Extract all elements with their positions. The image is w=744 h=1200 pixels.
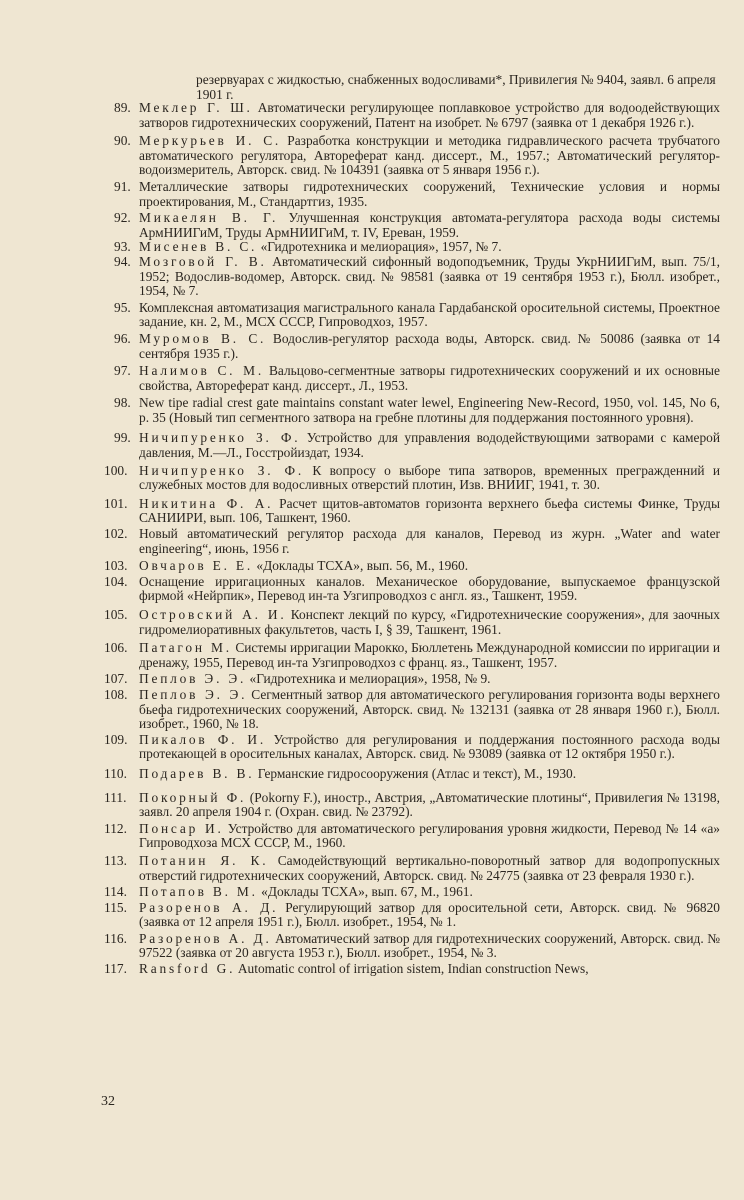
- entry-number: 91.: [114, 178, 131, 194]
- entry-text: Новый автоматический регулятор расхода для каналов, Перевод из журн. „Water and water engineering“, июнь, 1956 г.: [139, 526, 720, 556]
- entry-number: 110.: [104, 765, 127, 781]
- entry-author: Патагон М.: [139, 640, 232, 656]
- entry-text: Вальцово-сегментные затворы гидротехнических сооружений и их основные свойства, Автореферат канд. диссерт., Л., 1953.: [139, 363, 720, 393]
- entry-number: 105.: [104, 607, 128, 622]
- bibliography-entry: [100, 497, 720, 526]
- entry-body: [139, 527, 720, 556]
- entry-author: Меркурьев И. С.: [139, 133, 282, 149]
- entry-author: Налимов С. М.: [139, 363, 264, 379]
- entry-body: [139, 396, 720, 425]
- entry-text: New tipe radial crest gate maintains constant water lewel, Engineering New-Record, 1950, vol. 145, No 6, p. 35 (Новый тип сегментного затвора на гребне плотины для поддержания постоянного уровня).: [139, 395, 720, 425]
- entry-number: 115.: [104, 899, 127, 915]
- entry-text: (Pokorny F.), иностр., Австрия, „Автоматические плотины“, Привилегия № 13198, заявл. 20 апреля 1904 г. (Охран. свид. № 23792).: [139, 789, 720, 820]
- bibliography-entry: [100, 791, 720, 820]
- entry-author: Покорный Ф.: [139, 789, 247, 805]
- entry-number: 109.: [104, 731, 128, 747]
- entry-number: 99.: [114, 430, 131, 446]
- entry-body: [139, 932, 720, 961]
- bibliography-entry: [100, 962, 720, 977]
- entry-number: 100.: [104, 462, 128, 478]
- entry-body: [139, 854, 720, 883]
- bibliography-entry: [100, 932, 720, 961]
- entry-text: Комплексная автоматизация магистрального канала Гардабанской оросительной системы, Проектное задание, кн. 2, М., МСХ СССР, Гипроводхоз, 1957.: [139, 299, 720, 330]
- entry-author: Овчаров Е. Е.: [139, 558, 254, 574]
- entry-text: Самодействующий вертикально-поворотный затвор для водопропускных отверстий гидротехнических сооружений, Авторск. свид. № 24775 (заявка от 23 февраля 1930 г.).: [139, 852, 720, 883]
- entry-body: [139, 641, 720, 670]
- entry-body: [139, 431, 720, 460]
- entry-text: Германские гидросооружения (Атлас и текст), М., 1930.: [257, 765, 577, 781]
- bibliography-entry: [100, 641, 720, 670]
- bibliography-entry: [100, 672, 720, 687]
- entry-number: 107.: [104, 671, 128, 687]
- bibliography-entry: [100, 733, 720, 762]
- entry-text: Регулирующий затвор для оросительной сети, Авторск. свид. № 96820 (заявка от 12 апреля 1951 г.), Бюлл. изобрет., 1954, № 1.: [139, 899, 720, 930]
- entry-text: Разработка конструкции и методика гидравлического расчета трубчатого автоматического регулятора, Автореферат канд. диссерт., М., 1957.; Автоматический регулятор-водоизмеритель, Авторск. свид. № 104391 (заявка от 5 января 1956 г.).: [139, 133, 720, 178]
- entry-author: Подарев В. В.: [139, 765, 255, 781]
- entry-text: Автоматический затвор для гидротехнических сооружений, Авторск. свид. № 97522 (заявка от 20 августа 1953 г.), Бюлл. изобрет., 1954, № 3.: [139, 930, 720, 961]
- bibliography-entry: [100, 822, 720, 851]
- entry-body: [139, 822, 720, 851]
- continued-entry-text: резервуарах с жидкостью, снабженных водосливами*, Привилегия № 9404, заявл. 6 апреля 1901 г.: [196, 72, 716, 102]
- bibliography-entry: [100, 464, 720, 493]
- entry-author: Пеплов Э. Э.: [139, 671, 247, 687]
- entry-text: Расчет щитов-автоматов горизонта верхнего бьефа системы Финке, Труды САНИИРИ, вып. 106, Ташкент, 1960.: [139, 495, 720, 526]
- entry-author: Разоренов А. Д.: [139, 930, 272, 946]
- entry-author: Ничипуренко З. Ф.: [139, 430, 301, 446]
- entry-number: 101.: [104, 495, 128, 511]
- entry-number: 117.: [104, 961, 127, 977]
- entry-body: [139, 301, 720, 330]
- entry-body: [139, 211, 720, 240]
- entry-author: Потапов В. М.: [139, 884, 258, 900]
- entry-text: Улучшенная конструкция автомата-регулятора расхода воды системы АрмНИИГиМ, Труды АрмНИИГиМ, т. IV, Ереван, 1959.: [139, 210, 720, 240]
- entry-author: Мозговой Г. В.: [139, 253, 267, 269]
- bibliography-entry: [100, 211, 720, 240]
- entry-text: «Гидротехника и мелиорация», 1957, № 7.: [260, 239, 502, 255]
- entry-text: К вопросу о выборе типа затворов, временных прегражденний и служебных мостов для водосливных отверстий плотин, Изв. ВНИИГ, 1941, т. 30.: [139, 462, 720, 493]
- entry-number: 113.: [104, 852, 127, 868]
- entry-author: Микаелян В. Г.: [139, 210, 279, 226]
- entry-body: [139, 791, 720, 820]
- bibliography-entry: [100, 396, 720, 425]
- entry-body: [139, 575, 720, 604]
- entry-author: Муромов В. С.: [139, 330, 267, 346]
- entry-body: [139, 733, 720, 762]
- entry-body: [139, 101, 720, 130]
- entry-body: [139, 672, 720, 687]
- entry-body: [139, 240, 720, 255]
- entry-body: [139, 608, 720, 637]
- entry-text: Automatic control of irrigation sistem, Indian construction News,: [237, 961, 589, 977]
- entry-number: 96.: [114, 330, 131, 346]
- entry-number: 111.: [104, 789, 127, 805]
- entry-author: Ransford G.: [139, 961, 236, 977]
- bibliography-entry: [100, 255, 720, 299]
- entry-body: [139, 497, 720, 526]
- bibliography-entry: [100, 885, 720, 900]
- entry-text: Автоматический сифонный водоподъемник, Труды УкрНИИГиМ, вып. 75/1, 1952; Водослив-водомер, Авторск. свид. № 98581 (заявка от 19 сентября 1953 г.), Бюлл. изобрет., 1954, № 7.: [139, 253, 720, 299]
- entry-number: 97.: [114, 363, 131, 379]
- bibliography-entry: [100, 688, 720, 732]
- entry-body: [139, 180, 720, 209]
- entry-number: 104.: [104, 573, 128, 589]
- entry-text: Металлические затворы гидротехнических сооружений, Технические условия и нормы проектирования, М., Стандартгиз, 1935.: [139, 178, 720, 209]
- entry-author: Потанин Я. К.: [139, 852, 269, 868]
- entry-text: Конспект лекций по курсу, «Гидротехнические сооружения», для заочных гидромелиоративных факультетов, часть I, § 39, Ташкент, 1961.: [139, 607, 720, 637]
- entry-number: 89.: [114, 100, 131, 115]
- entry-text: «Доклады ТСХА», вып. 67, М., 1961.: [261, 884, 473, 900]
- entry-number: 114.: [104, 884, 127, 900]
- bibliography-entry: [100, 527, 720, 556]
- entry-text: Автоматически регулирующее поплавковое устройство для водоодействующих затворов гидротехнических сооружений, Патент на изобрет. № 6797 (заявка от 1 декабря 1926 г.).: [139, 100, 720, 130]
- entry-body: [139, 901, 720, 930]
- entry-text: Оснащение ирригационных каналов. Механическое оборудование, выпускаемое французской фирмой «Нейрпик», Перевод ин-та Узгипроводхоз с англ. яз., Ташкент, 1959.: [139, 573, 720, 604]
- entry-author: Островский А. И.: [139, 607, 287, 622]
- entry-number: 103.: [104, 558, 128, 574]
- entry-body: [139, 464, 720, 493]
- entry-text: «Гидротехника и мелиорация», 1958, № 9.: [249, 671, 491, 687]
- entry-body: [139, 962, 720, 977]
- entry-author: Меклер Г. Ш.: [139, 100, 253, 115]
- entry-author: Ничипуренко З. Ф.: [139, 462, 305, 478]
- bibliography-entry: [100, 180, 720, 209]
- entry-number: 102.: [104, 526, 128, 542]
- entry-author: Разоренов А. Д.: [139, 899, 279, 915]
- entry-number: 94.: [114, 253, 131, 269]
- entry-number: 112.: [104, 820, 127, 836]
- bibliography-entry: [100, 332, 720, 361]
- bibliography-list: [100, 101, 720, 977]
- entry-author: Пикалов Ф. И.: [139, 731, 267, 747]
- entry-text: Устройство для автоматического регулирования уровня жидкости, Перевод № 14 «а» Гипроводхоза МСХ СССР, М., 1960.: [139, 820, 721, 851]
- entry-author: Мисенев В. С.: [139, 239, 258, 255]
- entry-body: [139, 332, 720, 361]
- entry-body: [139, 767, 720, 782]
- entry-text: Водослив-регулятор расхода воды, Авторск. свид. № 50086 (заявка от 14 сентября 1935 г.).: [139, 330, 720, 361]
- entry-body: [139, 885, 720, 900]
- entry-body: [139, 255, 720, 299]
- entry-text: Устройство для управления вододействующими затворами с камерой давления, М.—Л., Госстройиздат, 1934.: [139, 430, 720, 461]
- entry-number: 106.: [104, 640, 128, 656]
- entry-number: 92.: [114, 210, 131, 226]
- bibliography-entry: [100, 575, 720, 604]
- bibliography-entry: [100, 431, 720, 460]
- entry-text: Системы ирригации Марокко, Бюллетень Международной комиссии по ирригации и дренажу, 1955, Перевод ин-та Узгипроводхоз с франц. яз., Ташкент, 1957.: [139, 640, 720, 670]
- entry-author: Пеплов Э. Э.: [139, 686, 248, 702]
- entry-number: 116.: [104, 930, 127, 946]
- bibliography-entry: [100, 767, 720, 782]
- bibliography-entry: [100, 901, 720, 930]
- bibliography-entry: [100, 608, 720, 637]
- bibliography-entry: [100, 134, 720, 178]
- entry-body: [139, 134, 720, 178]
- entry-body: [139, 559, 720, 574]
- entry-body: [139, 364, 720, 393]
- entry-author: Понсар И.: [139, 820, 224, 836]
- bibliography-entry: [100, 559, 720, 574]
- bibliography-entry: [100, 364, 720, 393]
- entry-number: 98.: [114, 395, 131, 411]
- entry-text: «Доклады ТСХА», вып. 56, М., 1960.: [256, 558, 469, 574]
- bibliography-entry: [100, 854, 720, 883]
- bibliography-entry: [100, 101, 720, 130]
- entry-text: Сегментный затвор для автоматического регулирования горизонта воды верхнего бьефа гидротехнических сооружений, Авторск. свид. № 132131 (заявка от 28 января 1960 г.), Бюлл. изобрет., 1960, № 18.: [139, 686, 720, 732]
- entry-body: [139, 688, 720, 732]
- entry-number: 93.: [114, 239, 131, 255]
- entry-number: 90.: [114, 133, 131, 149]
- entry-author: Никитина Ф. А.: [139, 495, 274, 511]
- entry-number: 108.: [104, 686, 128, 702]
- bibliography-entry: [100, 240, 720, 255]
- page-number: 32: [101, 1094, 115, 1109]
- entry-number: 95.: [114, 299, 131, 315]
- bibliography-entry: [100, 301, 720, 330]
- entry-text: Устройство для регулирования и поддержания постоянного расхода воды протекающей в оросительных каналах, Авторск. свид. № 93089 (заявка от 12 октября 1950 г.).: [139, 731, 720, 762]
